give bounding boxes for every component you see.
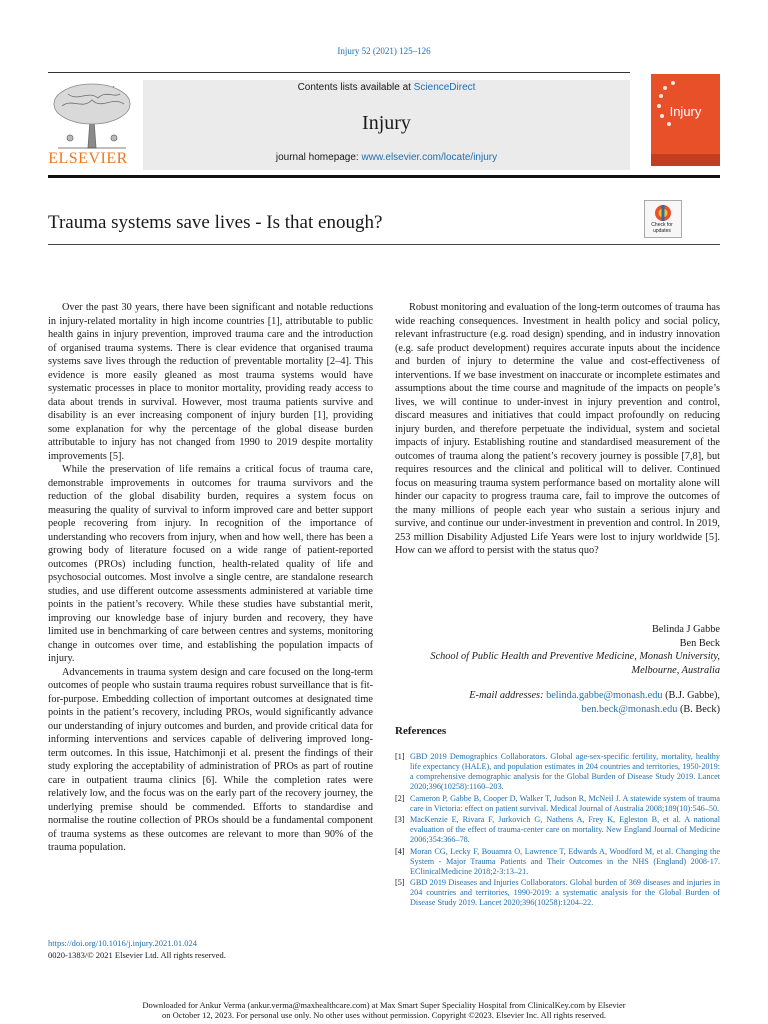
article-title: Trauma systems save lives - Is that enough? bbox=[48, 212, 383, 233]
body-right-column bbox=[395, 301, 720, 558]
contents-prefix: Contents lists available at bbox=[297, 82, 414, 93]
contents-line bbox=[143, 82, 630, 93]
reference-number: [3] bbox=[395, 815, 405, 824]
author-emails bbox=[395, 689, 720, 716]
reference-text[interactable]: Cameron P, Gabbe B, Cooper D, Walker T, Judson R, McNeil J. A statewide system of trauma care in Victoria: effect on patient survival. Medical Journal of Australia 2008;189(10):546–50. bbox=[410, 793, 720, 813]
homepage-prefix: journal homepage: bbox=[275, 152, 362, 163]
reference-item[interactable] bbox=[395, 794, 720, 814]
reference-text[interactable]: GBD 2019 Demographics Collaborators. Global age-sex-specific fertility, mortality, healthy life expectancy (HALE), and population estimates in 204 countries and territories, 1950-2019: a comprehensive demographic analysis for the Global Burden of Disease Study 2019. Lancet 2020;396(10258):1160–203. bbox=[410, 752, 720, 791]
reference-item[interactable] bbox=[395, 752, 720, 792]
reference-text[interactable]: MacKenzie E, Rivara F, Jurkovich G, Nathens A, Frey K, Egleston B, et al. A national evaluation of the effect of trauma-center care on mortality. New England Journal of Medicine 2006;354:366–78. bbox=[410, 815, 720, 844]
reference-number: [4] bbox=[395, 846, 405, 856]
reference-number: [2] bbox=[395, 793, 405, 803]
author-signature bbox=[395, 623, 720, 677]
download-notice-line: on October 12, 2023. For personal use only. No other uses without permission. Copyright ©2023. Elsevier Inc. All rights reserved. bbox=[161, 1010, 607, 1020]
doi-link[interactable]: https://doi.org/10.1016/j.injury.2021.01.024 bbox=[48, 938, 197, 948]
crossmark-label: Check for updates bbox=[651, 222, 673, 234]
header-rule bbox=[48, 72, 630, 73]
reference-item[interactable] bbox=[395, 847, 720, 877]
cover-title: Injury bbox=[669, 104, 702, 119]
journal-homepage-link[interactable]: www.elsevier.com/locate/injury bbox=[361, 152, 498, 163]
journal-citation[interactable]: Injury 52 (2021) 125–126 bbox=[337, 46, 431, 56]
email-suffix: (B. Beck) bbox=[677, 703, 720, 715]
reference-item[interactable] bbox=[395, 815, 720, 845]
body-left-column bbox=[48, 301, 373, 855]
header-thick-rule bbox=[48, 175, 720, 178]
paragraph: Advancements in trauma system design and care focused on the long-term outcomes of people who sustain trauma requires robust surveillance that is fit-for-purpose. Embedding collection of important outcomes at designated time points in the patient’s recovery, including PROs, would significantly advance our understanding of injury outcomes and burden, and provide critical data for informing interventions and services capable of delivering improved long-term outcomes. In this issue, Hatchimonji et al. present the findings of their study exploring the acceptability of administration of PROs as part of routine care in outpatient trauma clinics [6]. While the completion rates were relatively low, and the focus was on the early part of the recovery journey, the underlying premise should be commended. Efforts to standardise and normalise the routine collection of PROs should be a fundamental component of trauma systems as these outcomes are relevant to more than 90% of the trauma population. bbox=[48, 666, 373, 853]
sciencedirect-link[interactable]: ScienceDirect bbox=[413, 82, 476, 93]
reference-item[interactable] bbox=[395, 878, 720, 908]
author-name: Belinda J Gabbe bbox=[651, 624, 720, 635]
email-link-beck[interactable]: ben.beck@monash.edu bbox=[581, 703, 678, 715]
email-label: E-mail addresses: bbox=[469, 690, 544, 701]
download-notice bbox=[0, 1000, 768, 1020]
elsevier-wordmark[interactable]: ELSEVIER bbox=[48, 150, 128, 167]
paragraph: Robust monitoring and evaluation of the long-term outcomes of trauma has wide reaching consequences. Investment in health policy and social policy, relevant infrastructure (e.g. road design) spending, and in industry innovation (e.g. safe product development) requires accurate inputs about the incidence and burden of injury to determine the value and cost-effectiveness of interventions. If we base investment on inaccurate or incomplete estimates and assumptions about the time course and magnitude of the impacts on people’s lives, we will continue to under-invest in injury prevention and control, discard measures and initiatives that could impact profoundly on reducing injury burden, and therefore perpetuate the individual, system and societal impacts of injury. Establishing routine and standardised measurement of the outcomes of trauma along the patient’s recovery journey is possible [7,8], but requires resources and the clinical and political will to deliver. Continued focus on measuring trauma system performance based on mortality alone will hinder our capacity to progress trauma care, fail to improve the outcomes of the many millions of people each year who sustain a serious injury and survive, and continue our under-investment in prevention and control. In 2019, 253 million Disability Adjusted Life Years were lost to injury worldwide [5]. How can we afford to persist with the status quo? bbox=[395, 302, 720, 556]
paragraph: Over the past 30 years, there have been significant and notable reductions in injury-related mortality in high income countries [1], attributable to public health gains in injury prevention, improved trauma care and the introduction of organised trauma systems. There is clear evidence that organised trauma systems save lives through the reduction of preventable mortality [2–4]. This evidence is more easily gleaned as most trauma systems would have systematic processes in place to monitor mortality, providing ready access to data about trends in survival. However, most trauma patients survive and disability is an ever increasing component of injury burden [1], providing some explanation for why the percentage of the global disease burden attributable to injury has not changed from 1990 to 2019 despite mortality improvements [5]. bbox=[48, 302, 373, 462]
paragraph: While the preservation of life remains a critical focus of trauma care, demonstrable improvements in outcomes for trauma survivors and the reduction of the global disability burden, requires a system focus on measuring the quality of survival to inform improved care and better support people recovering from injury. In recognition of the importance of understanding who recovers from injury, when and how well, there has been a growing body of literature focused on a wide range of patient-reported outcomes (PROs) including function, health-related quality of life and psychosocial outcomes. Most involve a single centre, are standalone research studies, and use different outcome assessments administered at variable time points in the patient’s recovery. While these studies have substantial merit, improving our knowledge base of injury burden and recovery, they have limited use in benchmarking of care between centres and systems, monitoring change in outcomes over time, and establishing the population impacts of injury. bbox=[48, 464, 373, 664]
title-rule bbox=[48, 244, 720, 245]
references-heading: References bbox=[395, 725, 447, 737]
reference-number: [1] bbox=[395, 752, 405, 761]
author-name: Ben Beck bbox=[679, 637, 720, 649]
reference-text[interactable]: Moran CG, Lecky F, Bouamra O, Lawrence T, Edwards A, Woodford M, et al. Changing the System - Major Trauma Patients and Their Outcomes in the NHS (England) 2008-17. EClinicalMedicine 2018;2-3:13–21. bbox=[410, 846, 720, 876]
homepage-line bbox=[143, 152, 630, 163]
reference-text[interactable]: GBD 2019 Diseases and Injuries Collaborators. Global burden of 369 diseases and injuries in 204 countries and territories, 1990-2019: a systematic analysis for the Global Burden of Disease Study 2019. Lancet 2020;396(10258):1204–22. bbox=[410, 878, 720, 907]
email-link-gabbe[interactable]: belinda.gabbe@monash.edu bbox=[546, 690, 663, 701]
author-affiliation: School of Public Health and Preventive Medicine, Monash University, bbox=[430, 651, 720, 662]
reference-number: [5] bbox=[395, 878, 405, 887]
author-location: Melbourne, Australia bbox=[631, 664, 720, 676]
issn-copyright: 0020-1383/© 2021 Elsevier Ltd. All rights reserved. bbox=[48, 950, 226, 960]
references-list bbox=[395, 752, 720, 910]
email-suffix: (B.J. Gabbe), bbox=[662, 690, 720, 701]
journal-cover-thumbnail[interactable] bbox=[651, 74, 720, 166]
journal-title: Injury bbox=[362, 112, 411, 134]
download-notice-line: Downloaded for Ankur Verma (ankur.verma@maxhealthcare.com) at Max Smart Super Speciality Hospital from ClinicalKey.com by Elsevier bbox=[142, 1000, 626, 1010]
